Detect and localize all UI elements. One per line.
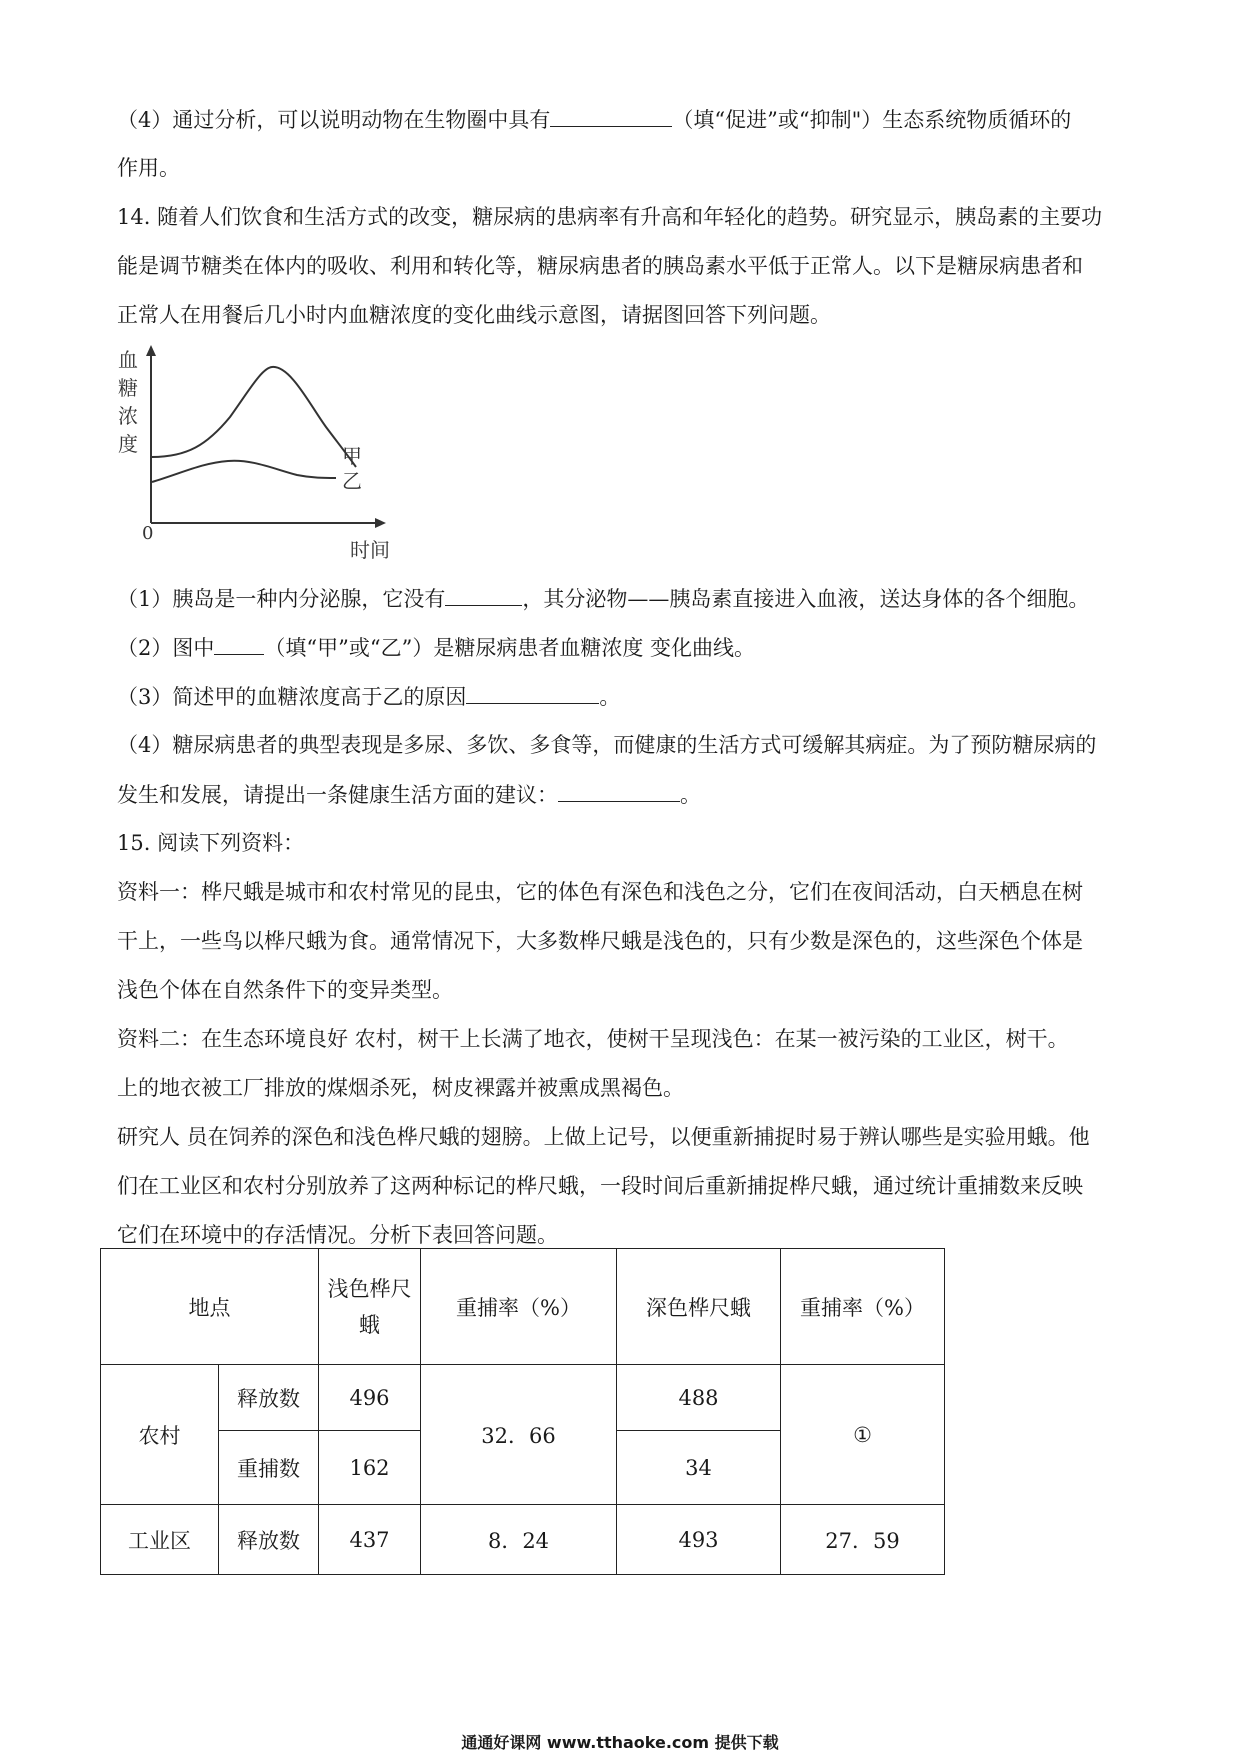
industrial-light-release: 437 bbox=[319, 1505, 421, 1575]
q14-part4-line1: （4）糖尿病患者的典型表现是多尿、多饮、多食等，而健康的生活方式可缓解其病症。为了预防糖尿病的 bbox=[117, 733, 1097, 757]
y-axis-label-char: 浓 bbox=[118, 404, 138, 428]
curve-jia-label: 甲 bbox=[342, 444, 362, 468]
village-light-release: 496 bbox=[319, 1365, 421, 1431]
village-dark-release: 488 bbox=[617, 1365, 781, 1431]
village-dark-rate: ① bbox=[781, 1365, 945, 1505]
y-axis-arrow bbox=[146, 345, 156, 356]
q14-part3-text: （3）简述甲的血糖浓度高于乙的原因 bbox=[117, 685, 467, 709]
table-header-row bbox=[101, 1249, 945, 1365]
curve-yi bbox=[152, 461, 336, 482]
header-place: 地点 bbox=[101, 1249, 319, 1365]
origin-label: 0 bbox=[142, 523, 154, 544]
page-footer: 通通好课网 www.tthaoke.com 提供下载 bbox=[461, 1733, 779, 1752]
q14-part4-text-after: 。 bbox=[680, 783, 701, 807]
y-axis-label-char: 度 bbox=[118, 432, 138, 456]
curve-jia bbox=[152, 367, 356, 467]
q14-intro-line1: 14. 随着人们饮食和生活方式的改变，糖尿病的患病率有升高和年轻化的趋势。研究显示，胰岛素的主要功 bbox=[117, 205, 1103, 229]
q14-part3-text-after: 。 bbox=[599, 685, 621, 709]
q14-part2-text-after: （填“甲”或“乙”）是糖尿病患者血糖浓度 变化曲线。 bbox=[264, 636, 755, 660]
answer-blank[interactable] bbox=[466, 681, 599, 704]
industrial-dark-rate: 27．59 bbox=[781, 1505, 945, 1575]
y-axis-label-char: 血 bbox=[118, 348, 138, 372]
q13-part4-text: （4）通过分析，可以说明动物在生物圈中具有 bbox=[117, 108, 551, 132]
q15-title: 15. 阅读下列资料： bbox=[117, 831, 305, 855]
q14-part1-text-after: ，其分泌物——胰岛素直接进入血液，送达身体的各个细胞。 bbox=[522, 587, 1090, 611]
answer-blank[interactable] bbox=[558, 779, 680, 802]
village-cell: 农村 bbox=[101, 1365, 219, 1505]
blood-sugar-chart bbox=[112, 345, 402, 560]
q14-intro-line3: 正常人在用餐后几小时内血糖浓度的变化曲线示意图，请据图回答下列问题。 bbox=[117, 303, 831, 327]
q15-material2-line1: 资料二：在生态环境良好 农村，树干上长满了地衣，使树干呈现浅色：在某一被污染的工业区，树干。 bbox=[117, 1027, 1069, 1051]
q15-material2-line2: 上的地衣被工厂排放的煤烟杀死，树皮裸露并被熏成黑褐色。 bbox=[117, 1076, 684, 1100]
village-dark-recapture: 34 bbox=[617, 1431, 781, 1505]
q15-material1-line3: 浅色个体在自然条件下的变异类型。 bbox=[117, 978, 453, 1002]
q13-part4-line2: 作用。 bbox=[117, 156, 180, 180]
header-dark-rate: 重捕率（%） bbox=[781, 1249, 945, 1365]
q13-part4-line1 bbox=[117, 104, 1071, 135]
q14-intro-line2: 能是调节糖类在体内的吸收、利用和转化等，糖尿病患者的胰岛素水平低于正常人。以下是糖尿病患者和 bbox=[117, 254, 1083, 278]
header-dark-moth: 深色桦尺蛾 bbox=[617, 1249, 781, 1365]
industrial-cell: 工业区 bbox=[101, 1505, 219, 1575]
industrial-light-rate: 8．24 bbox=[421, 1505, 617, 1575]
answer-blank[interactable] bbox=[550, 104, 672, 127]
village-light-rate: 32．66 bbox=[421, 1365, 617, 1505]
q14-part1 bbox=[117, 583, 1089, 614]
industrial-dark-release: 493 bbox=[617, 1505, 781, 1575]
x-axis-arrow bbox=[375, 518, 386, 528]
answer-blank[interactable] bbox=[214, 632, 264, 655]
moth-recapture-table bbox=[100, 1248, 945, 1575]
q15-research-line1: 研究人 员在饲养的深色和浅色桦尺蛾的翅膀。上做上记号，以便重新捕捉时易于辨认哪些是实验用蛾。他 bbox=[117, 1125, 1090, 1149]
x-axis-label: 时间 bbox=[350, 538, 390, 560]
q13-part4-text-after: （填“促进”或“抑制"）生态系统物质循环的 bbox=[672, 108, 1072, 132]
q14-part4-line2 bbox=[117, 779, 701, 810]
q14-part2-text: （2）图中 bbox=[117, 636, 215, 660]
y-axis-label-char: 糖 bbox=[118, 376, 138, 400]
q15-research-line2: 们在工业区和农村分别放养了这两种标记的桦尺蛾，一段时间后重新捕捉桦尺蛾，通过统计重捕数来反映 bbox=[117, 1174, 1083, 1198]
release-label: 释放数 bbox=[219, 1505, 319, 1575]
curve-yi-label: 乙 bbox=[342, 469, 362, 493]
recapture-label: 重捕数 bbox=[219, 1431, 319, 1505]
q15-material1-line1: 资料一：桦尺蛾是城市和农村常见的昆虫，它的体色有深色和浅色之分，它们在夜间活动，白天栖息在树 bbox=[117, 880, 1083, 904]
header-light-moth: 浅色桦尺 蛾 bbox=[319, 1249, 421, 1365]
release-label: 释放数 bbox=[219, 1365, 319, 1431]
table-row bbox=[101, 1365, 945, 1431]
answer-blank[interactable] bbox=[445, 583, 522, 606]
table-row bbox=[101, 1505, 945, 1575]
q14-part4-text: 发生和发展，请提出一条健康生活方面的建议： bbox=[117, 783, 558, 807]
q14-part2 bbox=[117, 632, 755, 663]
village-light-recapture: 162 bbox=[319, 1431, 421, 1505]
q15-research-line3: 它们在环境中的存活情况。分析下表回答问题。 bbox=[117, 1223, 558, 1247]
q14-part3 bbox=[117, 681, 620, 712]
q15-material1-line2: 干上，一些鸟以桦尺蛾为食。通常情况下，大多数桦尺蛾是浅色的，只有少数是深色的，这些深色个体是 bbox=[117, 929, 1083, 953]
q14-part1-text: （1）胰岛是一种内分泌腺，它没有 bbox=[117, 587, 446, 611]
header-light-rate: 重捕率（%） bbox=[421, 1249, 617, 1365]
